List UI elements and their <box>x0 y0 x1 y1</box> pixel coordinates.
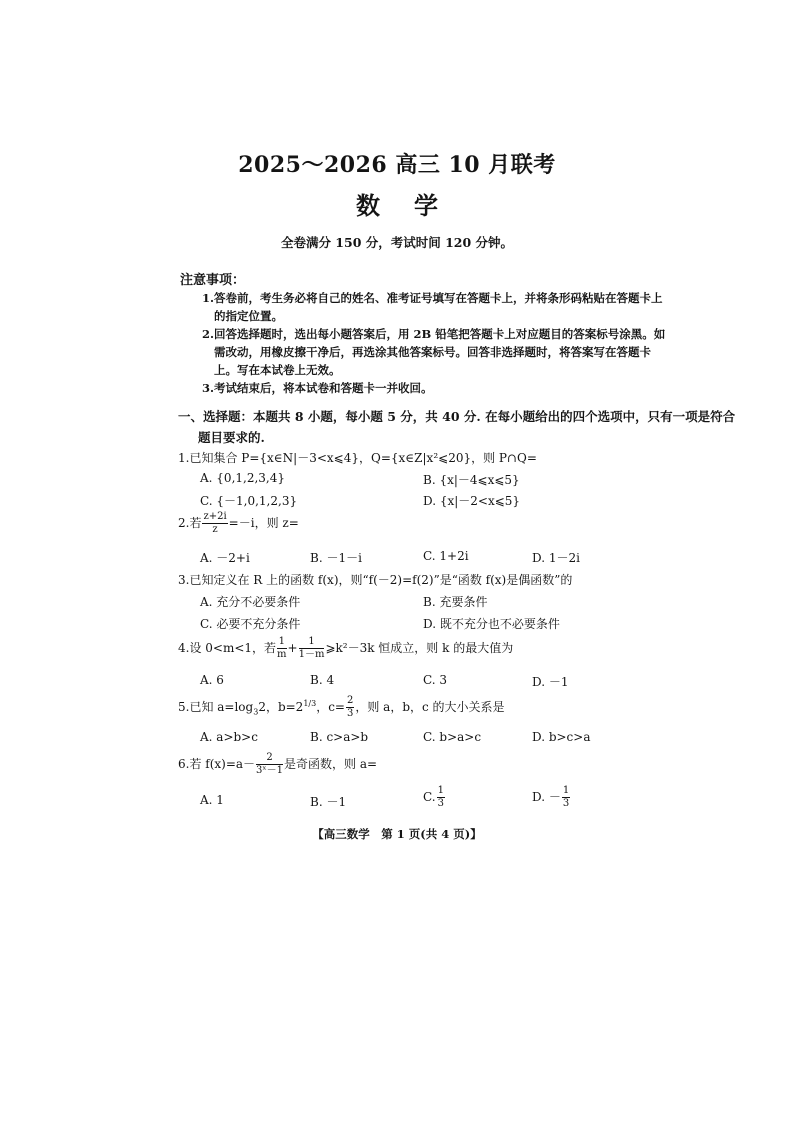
q6-d-fraction <box>562 786 570 809</box>
question-1-option-c: C. {－1,0,1,2,3} <box>200 494 298 508</box>
question-2-option-a: A. －2+i <box>200 551 250 565</box>
notes-title: 注意事项： <box>180 273 246 288</box>
question-6-option-b: B. －1 <box>310 795 347 809</box>
question-6-stem <box>178 753 377 776</box>
note-line: 需改动，用橡皮擦干净后，再选涂其他答案标号。回答非选择题时，将答案写在答题卡 <box>214 345 651 359</box>
question-3-option-b: B. 充要条件 <box>423 595 488 609</box>
q2-numerator: z+2i <box>203 511 227 522</box>
q4-fraction-1 <box>277 637 286 660</box>
subject-title: 数学 <box>356 191 472 220</box>
question-2-stem <box>178 512 299 535</box>
q5-exponent: 1/3 <box>303 699 317 708</box>
question-4-option-d: D. －1 <box>532 675 569 689</box>
q6-denominator: 3ˣ－1 <box>256 765 284 776</box>
page-footer: 【高三数学 第 1 页(共 4 页)】 <box>312 827 482 841</box>
note-line: 2.回答选择题时，选出每小题答案后，用 2B 铅笔把答题卡上对应题目的答案标号涂黑。如 <box>202 327 666 341</box>
note-line: 上。写在本试卷上无效。 <box>214 363 341 377</box>
exam-title: 2025～2026 高三 10 月联考 <box>238 152 556 178</box>
q4-f1-denominator: m <box>277 649 287 660</box>
question-2-option-d: D. 1－2i <box>532 551 580 565</box>
q2-prefix: 2.若 <box>178 516 202 530</box>
q4-prefix: 4.设 0<m<1，若 <box>178 641 277 655</box>
question-5-option-a: A. a>b>c <box>200 730 258 744</box>
q6-c-label: C. <box>423 790 436 804</box>
q5-mid2: ，c= <box>316 700 345 714</box>
q5-c-numerator: 2 <box>346 695 354 706</box>
question-3-option-a: A. 充分不必要条件 <box>200 595 301 609</box>
q4-plus: + <box>287 641 298 655</box>
q6-c-fraction <box>437 786 445 809</box>
note-line: 3.考试结束后，将本试卷和答题卡一并收回。 <box>202 381 433 395</box>
question-2-option-c: C. 1+2i <box>423 549 469 563</box>
question-1-option-d: D. {x|－2<x⩽5} <box>423 494 521 508</box>
question-1-option-b: B. {x|－4⩽x⩽5} <box>423 473 520 487</box>
q6-prefix: 6.若 f(x)=a－ <box>178 757 256 771</box>
question-5-option-c: C. b>a>c <box>423 730 482 744</box>
question-1-option-a: A. {0,1,2,3,4} <box>200 471 285 485</box>
note-line: 1.答卷前，考生务必将自己的姓名、准考证号填写在答题卡上，并将条形码粘贴在答题卡上 <box>202 291 663 305</box>
question-6-option-a: A. 1 <box>200 793 224 807</box>
q5-prefix: 5.已知 a=log <box>178 700 254 714</box>
exam-meta: 全卷满分 150 分，考试时间 120 分钟。 <box>280 235 514 250</box>
q4-f2-numerator: 1 <box>299 637 325 649</box>
question-3-stem: 3.已知定义在 R 上的函数 f(x)，则“f(－2)=f(2)”是“函数 f(x)是偶函数”的 <box>178 573 573 587</box>
question-5-option-d: D. b>c>a <box>532 730 591 744</box>
q6-c-numerator: 1 <box>437 785 444 796</box>
question-5-stem <box>178 696 505 719</box>
q5-mid1: 2，b=2 <box>258 700 304 714</box>
q4-f1-numerator: 1 <box>278 636 285 647</box>
question-6-option-d <box>532 786 571 809</box>
question-3-option-d: D. 既不充分也不必要条件 <box>423 617 560 631</box>
question-6-option-c <box>423 786 446 809</box>
q5-log-base: 3 <box>253 707 259 717</box>
question-2-option-b: B. －1－i <box>310 551 362 565</box>
q4-fraction-2 <box>299 637 325 660</box>
q6-c-denominator: 3 <box>437 798 444 809</box>
question-4-option-b: B. 4 <box>310 673 335 687</box>
note-line: 的指定位置。 <box>214 309 283 323</box>
q2-suffix: =－i，则 z= <box>228 516 299 530</box>
q2-denominator: z <box>212 524 218 535</box>
q2-fraction <box>202 512 227 535</box>
section-heading: 一、选择题：本题共 8 小题，每小题 5 分，共 40 分. 在每小题给出的四个选项中，只有一项是符合 <box>178 409 736 424</box>
q6-numerator: 2 <box>256 753 283 765</box>
section-heading-cont: 题目要求的. <box>198 430 265 445</box>
q5-fraction <box>346 696 354 719</box>
q4-f2-denominator: 1－m <box>298 649 325 660</box>
question-4-stem <box>178 637 513 660</box>
question-4-option-c: C. 3 <box>423 673 448 687</box>
q6-d-denominator: 3 <box>562 798 570 809</box>
q4-suffix: ⩾k²－3k 恒成立，则 k 的最大值为 <box>325 641 514 655</box>
question-3-option-c: C. 必要不充分条件 <box>200 617 301 631</box>
q5-suffix: ，则 a，b，c 的大小关系是 <box>355 700 505 714</box>
question-5-option-b: B. c>a>b <box>310 730 369 744</box>
q5-c-denominator: 3 <box>346 708 354 719</box>
q6-d-numerator: 1 <box>562 785 570 796</box>
question-4-option-a: A. 6 <box>200 673 224 687</box>
q6-fraction <box>256 753 283 776</box>
q6-d-label: D. － <box>532 790 561 804</box>
question-1-stem: 1.已知集合 P={x∈N|－3<x⩽4}，Q={x∈Z|x²⩽20}，则 P∩Q= <box>178 451 537 465</box>
q6-suffix: 是奇函数，则 a= <box>284 757 378 771</box>
